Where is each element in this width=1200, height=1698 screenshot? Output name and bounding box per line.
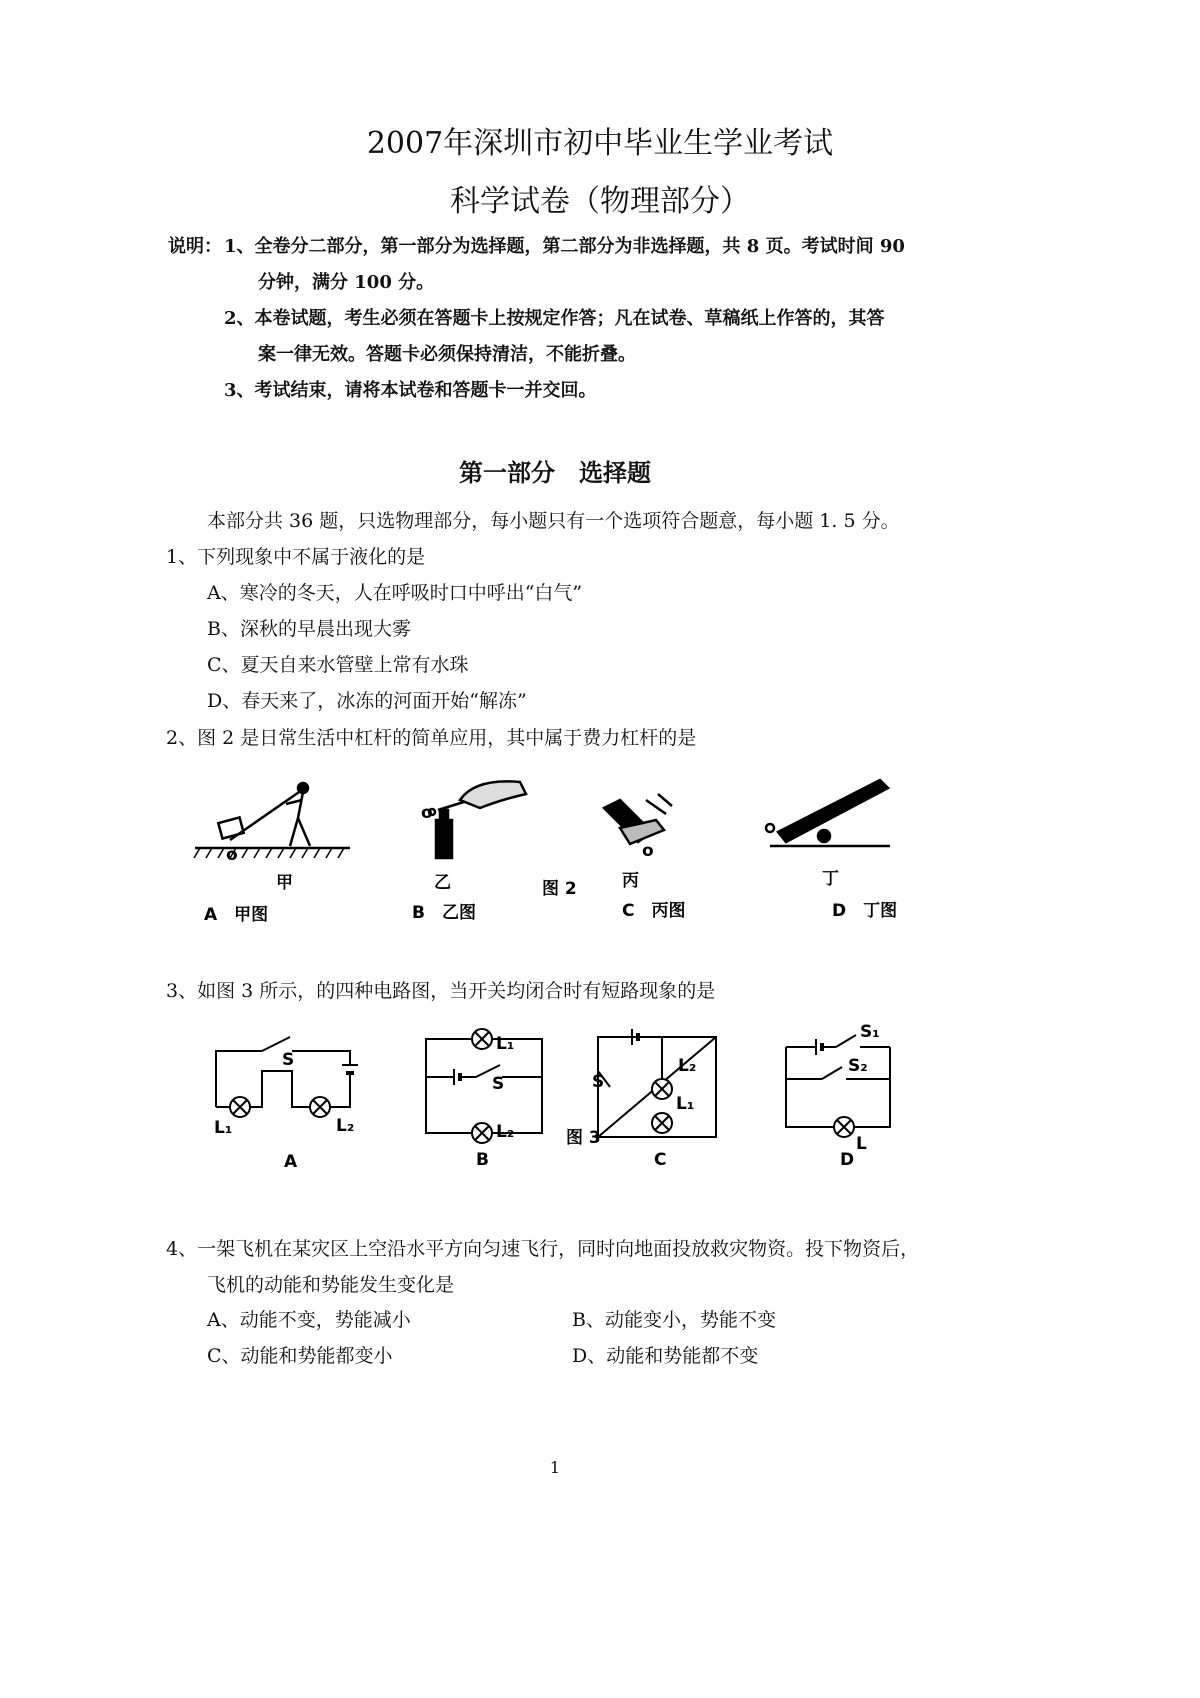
instruction-1-line1: 1、全卷分二部分，第一部分为选择题，第二部分为非选择题，共 8 页。考试时间 90 — [224, 236, 905, 257]
figure-2-label-jia: 甲 — [276, 873, 293, 893]
circuit-b-switch-label: S — [492, 1074, 505, 1094]
figure-3-caption: 图 3 — [566, 1128, 601, 1148]
instruction-3: 3、考试结束，请将本试卷和答题卡一并交回。 — [224, 380, 597, 401]
circuit-a-l2-label: L₂ — [336, 1116, 355, 1136]
instruction-2-line2: 案一律无效。答题卡必须保持清洁，不能折叠。 — [258, 344, 636, 365]
circuit-b — [426, 1029, 542, 1143]
figure-2-caption: 图 2 — [542, 879, 577, 899]
exam-subtitle: 科学试卷（物理部分） — [450, 184, 750, 219]
question-3-stem: 3、如图 3 所示，的四种电路图，当开关均闭合时有短路现象的是 — [166, 980, 716, 1002]
circuit-c-switch-label: S — [592, 1072, 605, 1092]
question-1-option-d: D、春天来了，冰冻的河面开始“解冻” — [207, 690, 527, 712]
instructions-label: 说明： — [168, 236, 222, 257]
figure-2-levers — [190, 770, 920, 930]
figure-3-circuits — [200, 1015, 920, 1180]
circuit-a-l1-label: L₁ — [214, 1118, 233, 1138]
pivot-label-bing: o — [642, 841, 654, 861]
instruction-2-line1: 2、本卷试题，考生必须在答题卡上按规定作答；凡在试卷、草稿纸上作答的，其答 — [224, 308, 885, 329]
question-4-option-a: A、动能不变，势能减小 — [207, 1309, 411, 1331]
question-4-option-c: C、动能和势能都变小 — [207, 1345, 393, 1367]
pivot-label-yi: o — [421, 803, 433, 823]
question-1-option-a: A、寒冷的冬天，人在呼吸时口中呼出“白气” — [207, 582, 583, 604]
question-4-option-d: D、动能和势能都不变 — [572, 1345, 759, 1367]
circuit-d-s2-label: S₂ — [848, 1056, 868, 1076]
figure-2-option-a: A 甲图 — [204, 905, 269, 925]
question-4-stem-line2: 飞机的动能和势能发生变化是 — [207, 1274, 455, 1296]
circuit-c — [598, 1029, 716, 1137]
circuit-d-s1-label: S₁ — [860, 1022, 880, 1042]
question-1-stem: 1、下列现象中不属于液化的是 — [166, 546, 426, 568]
question-1-option-b: B、深秋的早晨出现大雾 — [207, 618, 411, 640]
figure-2-label-yi: 乙 — [434, 873, 451, 893]
question-1-option-c: C、夏天自来水管壁上常有水珠 — [207, 654, 469, 676]
lever-figure-jia — [194, 783, 350, 858]
circuit-b-option: B — [476, 1150, 489, 1170]
figure-2-label-bing: 丙 — [622, 871, 639, 891]
lever-figure-ding — [766, 780, 890, 846]
page-number: 1 — [549, 1458, 561, 1477]
instruction-1-line2: 分钟，满分 100 分。 — [258, 272, 435, 293]
figure-2-label-ding: 丁 — [822, 869, 839, 889]
question-4-stem-line1: 4、一架飞机在某灾区上空沿水平方向匀速飞行，同时向地面投放救灾物资。投下物资后， — [166, 1238, 920, 1260]
circuit-d-l-label: L — [856, 1134, 867, 1154]
circuit-a-switch-label: S — [282, 1050, 295, 1070]
figure-2-option-c: C 丙图 — [622, 901, 686, 921]
question-4-option-b: B、动能变小，势能不变 — [572, 1309, 776, 1331]
lever-figure-bing — [604, 794, 672, 844]
circuit-c-option: C — [654, 1150, 667, 1170]
circuit-a — [216, 1037, 358, 1117]
section-intro: 本部分共 36 题，只选物理部分，每小题只有一个选项符合题意，每小题 1. 5 分。 — [207, 510, 900, 532]
question-2-stem: 2、图 2 是日常生活中杠杆的简单应用，其中属于费力杠杆的是 — [166, 727, 697, 749]
circuit-d — [786, 1035, 890, 1137]
section-heading: 第一部分 选择题 — [459, 458, 651, 487]
figure-2-option-b: B 乙图 — [412, 903, 476, 923]
lever-figure-yi — [429, 781, 526, 858]
pivot-label-jia: o — [226, 845, 238, 865]
circuit-d-option: D — [840, 1150, 855, 1170]
exam-title: 2007年深圳市初中毕业生学业考试 — [366, 126, 834, 161]
circuit-b-l2-label: L₂ — [496, 1122, 515, 1142]
circuit-c-l1-label: L₁ — [676, 1094, 695, 1114]
circuit-c-l2-label: L₂ — [678, 1056, 697, 1076]
circuit-a-option: A — [284, 1152, 298, 1172]
figure-2-option-d: D 丁图 — [832, 901, 898, 921]
circuit-b-l1-label: L₁ — [496, 1034, 515, 1054]
